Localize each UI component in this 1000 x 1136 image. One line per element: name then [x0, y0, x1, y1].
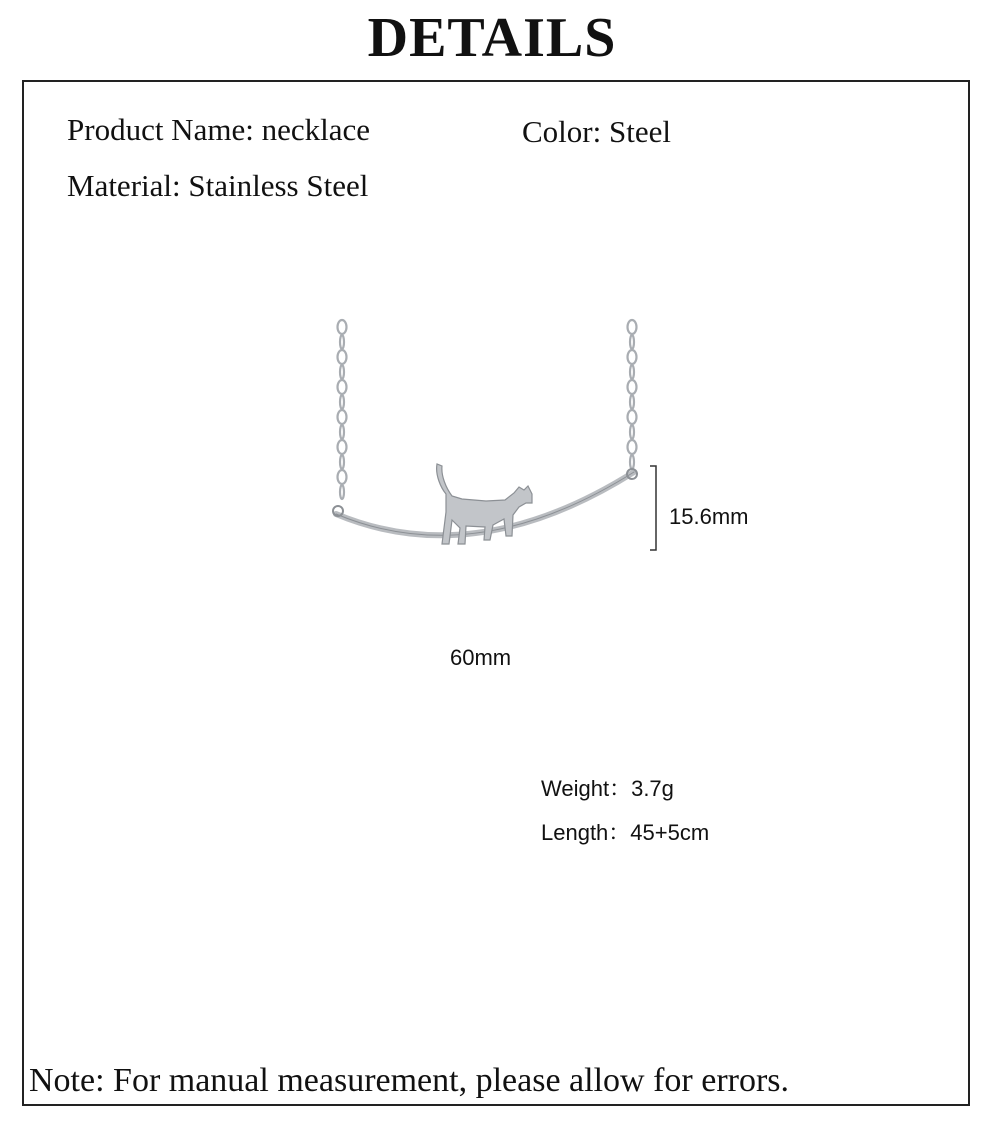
weight-info [541, 772, 674, 803]
height-dimension-label: 15.6mm [669, 504, 749, 529]
length-info [541, 816, 709, 847]
product-name-text: Product Name: necklace [67, 112, 370, 147]
color-text: Color: Steel [522, 114, 671, 149]
cat-icon [437, 464, 532, 544]
necklace-illustration [300, 300, 800, 600]
width-dimension-label: 60mm [450, 645, 512, 670]
length-label: Length： [541, 820, 631, 845]
right-chain [628, 320, 637, 469]
weight-label: Weight： [541, 776, 632, 801]
measurement-note: Note: For manual measurement, please allow for errors. [29, 1062, 790, 1099]
height-dimension-line [650, 466, 656, 550]
length-value: 45+5cm [630, 820, 710, 845]
weight-value: 3.7g [631, 776, 674, 801]
left-chain [338, 320, 347, 499]
page-title: DETAILS [367, 7, 617, 69]
material-text: Material: Stainless Steel [67, 168, 369, 203]
